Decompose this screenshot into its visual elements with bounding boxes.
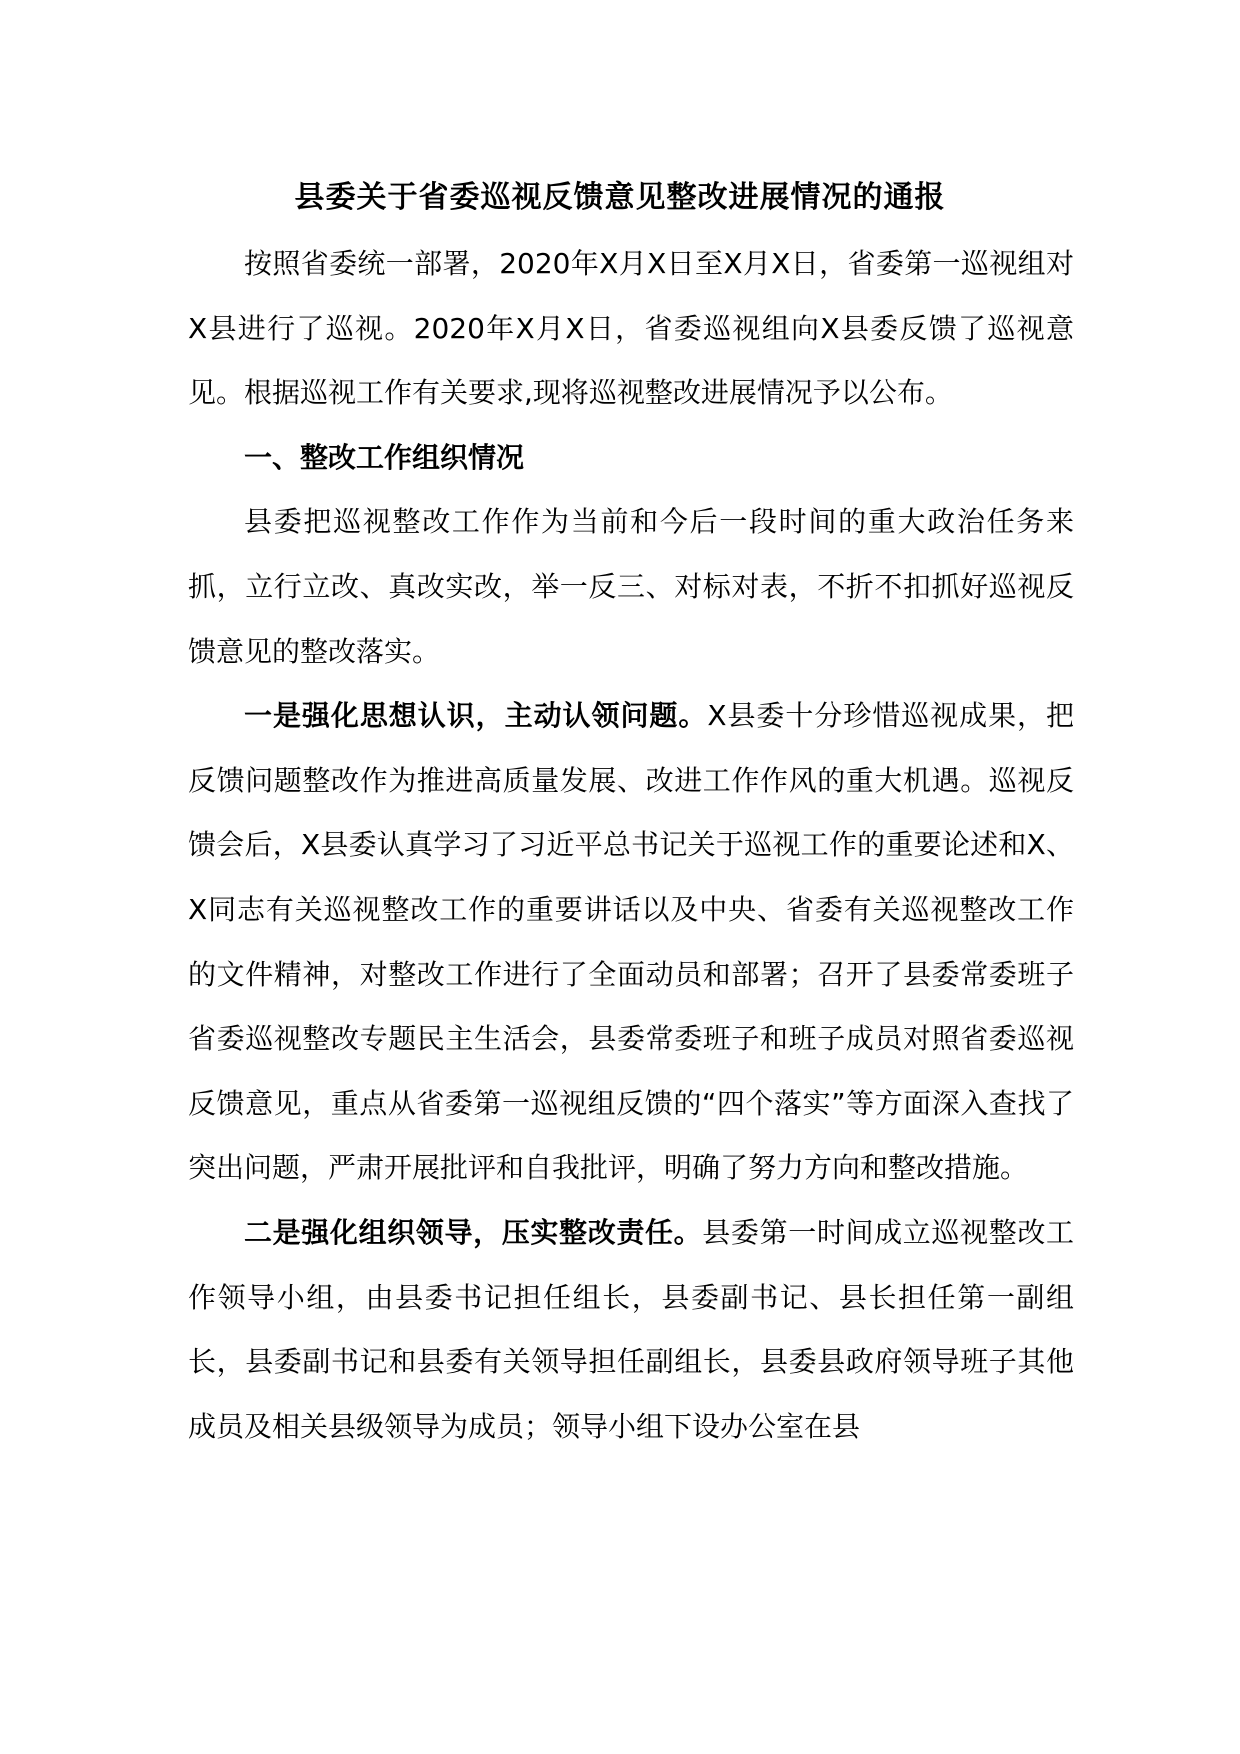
point-lead-2: 二是强化组织领导，压实整改责任。 <box>244 1215 703 1249</box>
point-text-2: 县委第一时间成立巡视整改工作领导小组，由县委书记担任组长，县委副书记、县长担任第一副组长，县委副书记和县委有关领导担任副组长，县委县政府领导班子其他成员及相关县级领导为成员；领导小组下设办公室在县 <box>188 1215 1074 1443</box>
point-paragraph-1 <box>188 684 1074 1201</box>
document-title: 县委关于省委巡视反馈意见整改进展情况的通报 <box>294 180 946 215</box>
intro-paragraph: 按照省委统一部署，2020年X月X日至X月X日，省委第一巡视组对X县进行了巡视。2020年X月X日，省委巡视组向X县委反馈了巡视意见。根据巡视工作有关要求,现将巡视整改进展情况予以公布。 <box>188 247 1074 410</box>
section-heading: 一、整改工作组织情况 <box>244 440 525 474</box>
point-text-1: X县委十分珍惜巡视成果，把反馈问题整改作为推进高质量发展、改进工作作风的重大机遇。巡视反馈会后，X县委认真学习了习近平总书记关于巡视工作的重要论述和X、X同志有关巡视整改工作的重要讲话以及中央、省委有关巡视整改工作的文件精神，对整改工作进行了全面动员和部署；召开了县委常委班子省委巡视整改专题民主生活会，县委常委班子和班子成员对照省委巡视反馈意见，重点从省委第一巡视组反馈的“四个落实”等方面深入查找了突出问题，严肃开展批评和自我批评，明确了努力方向和整改措施。 <box>188 699 1074 1185</box>
section-paragraph: 县委把巡视整改工作作为当前和今后一段时间的重大政治任务来抓，立行立改、真改实改，举一反三、对标对表，不折不扣抓好巡视反馈意见的整改落实。 <box>188 505 1074 668</box>
point-lead-1: 一是强化思想认识，主动认领问题。 <box>244 699 708 733</box>
document-body <box>188 232 1074 1459</box>
point-paragraph-2 <box>188 1201 1074 1459</box>
